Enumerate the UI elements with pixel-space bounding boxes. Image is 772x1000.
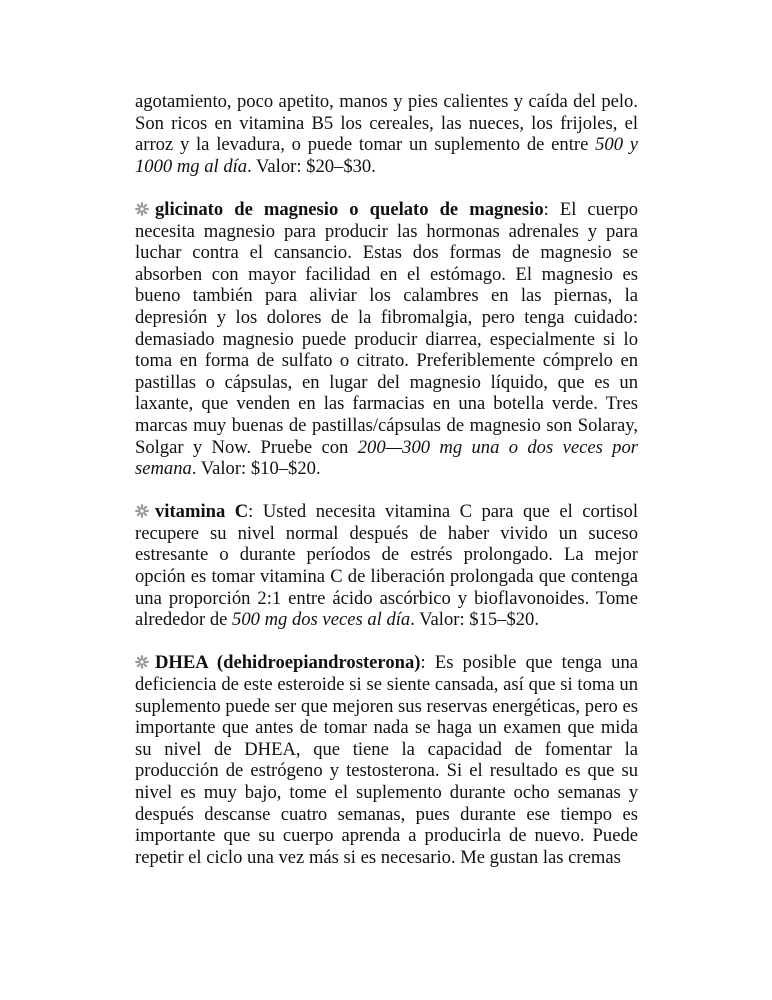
- supplement-name: glicinato de magnesio o quelato de magnesio: [155, 198, 544, 220]
- asterisk-flower-icon: [135, 202, 149, 216]
- price-text: . Valor: $10–$20.: [191, 458, 321, 480]
- dosage-text: 500 y 1000 mg al día: [135, 134, 639, 177]
- supplement-name: vitamina C: [155, 501, 249, 523]
- paragraph-body-text: agotamiento, poco apetito, manos y pies calientes y caída del pelo. Son ricos en vitamina B5 los cereales, las nueces, los frijoles, el arroz y la levadura, o puede tomar un suplemento de entre: [135, 91, 638, 156]
- document-page: [135, 91, 638, 868]
- paragraph-magnesium: [135, 199, 638, 480]
- paragraph-body-text: : El cuerpo necesita magnesio para producir las hormonas adrenales y para luchar contra el cansancio. Estas dos formas de magnesio se absorben con mayor facilidad en el estómago. El magnesio es bueno también para aliviar los calambres en las piernas, la depresión y los dolores de la fibromalgia, pero tenga cuidado: demasiado magnesio puede producir diarrea, especialmente si lo toma en forma de sulfato o citrato. Preferiblemente cómprelo en pastillas o cápsulas, en lugar del magnesio líquido, que es un laxante, que venden en las farmacias en una botella verde. Tres marcas muy buenas de pastillas/cápsulas de magnesio son Solaray, Solgar y Now. Pruebe con: [135, 198, 639, 458]
- dosage-text: 500 mg dos veces al día: [232, 609, 411, 631]
- price-text: . Valor: $20–$30.: [247, 155, 376, 177]
- paragraph-pantothenic-continued: [135, 91, 638, 177]
- price-text: . Valor: $15–$20.: [410, 609, 539, 631]
- paragraph-body-text: : Es posible que tenga una deficiencia de este esteroide si se siente cansada, así que si toma un suplemento puede ser que mejoren sus reservas energéticas, pero es importante que antes de tomar nada se haga un examen que mida su nivel de DHEA, que tiene la capacidad de fomentar la producción de estrógeno y testosterona. Si el resultado es que su nivel es muy bajo, tome el suplemento durante ocho semanas y después descanse cuatro semanas, pues durante ese tiempo es importante que su cuerpo aprenda a producirla de nuevo. Puede repetir el ciclo una vez más si es necesario. Me gustan las cremas: [135, 652, 639, 868]
- dosage-text: 200—300 mg una o dos veces por semana: [135, 436, 639, 480]
- asterisk-flower-icon: [135, 655, 149, 669]
- paragraph-vitamin-c: [135, 501, 638, 631]
- asterisk-flower-icon: [135, 504, 149, 518]
- paragraph-body-text: : Usted necesita vitamina C para que el cortisol recupere su nivel normal después de haber vivido un suceso estresante o durante períodos de estrés prolongado. La mejor opción es tomar vitamina C de liberación prolongada que contenga una proporción 2:1 entre ácido ascórbico y bioflavonoides. Tome alrededor de: [135, 501, 638, 631]
- paragraph-dhea: [135, 652, 638, 868]
- supplement-name: DHEA (dehidroepiandrosterona): [155, 652, 421, 674]
